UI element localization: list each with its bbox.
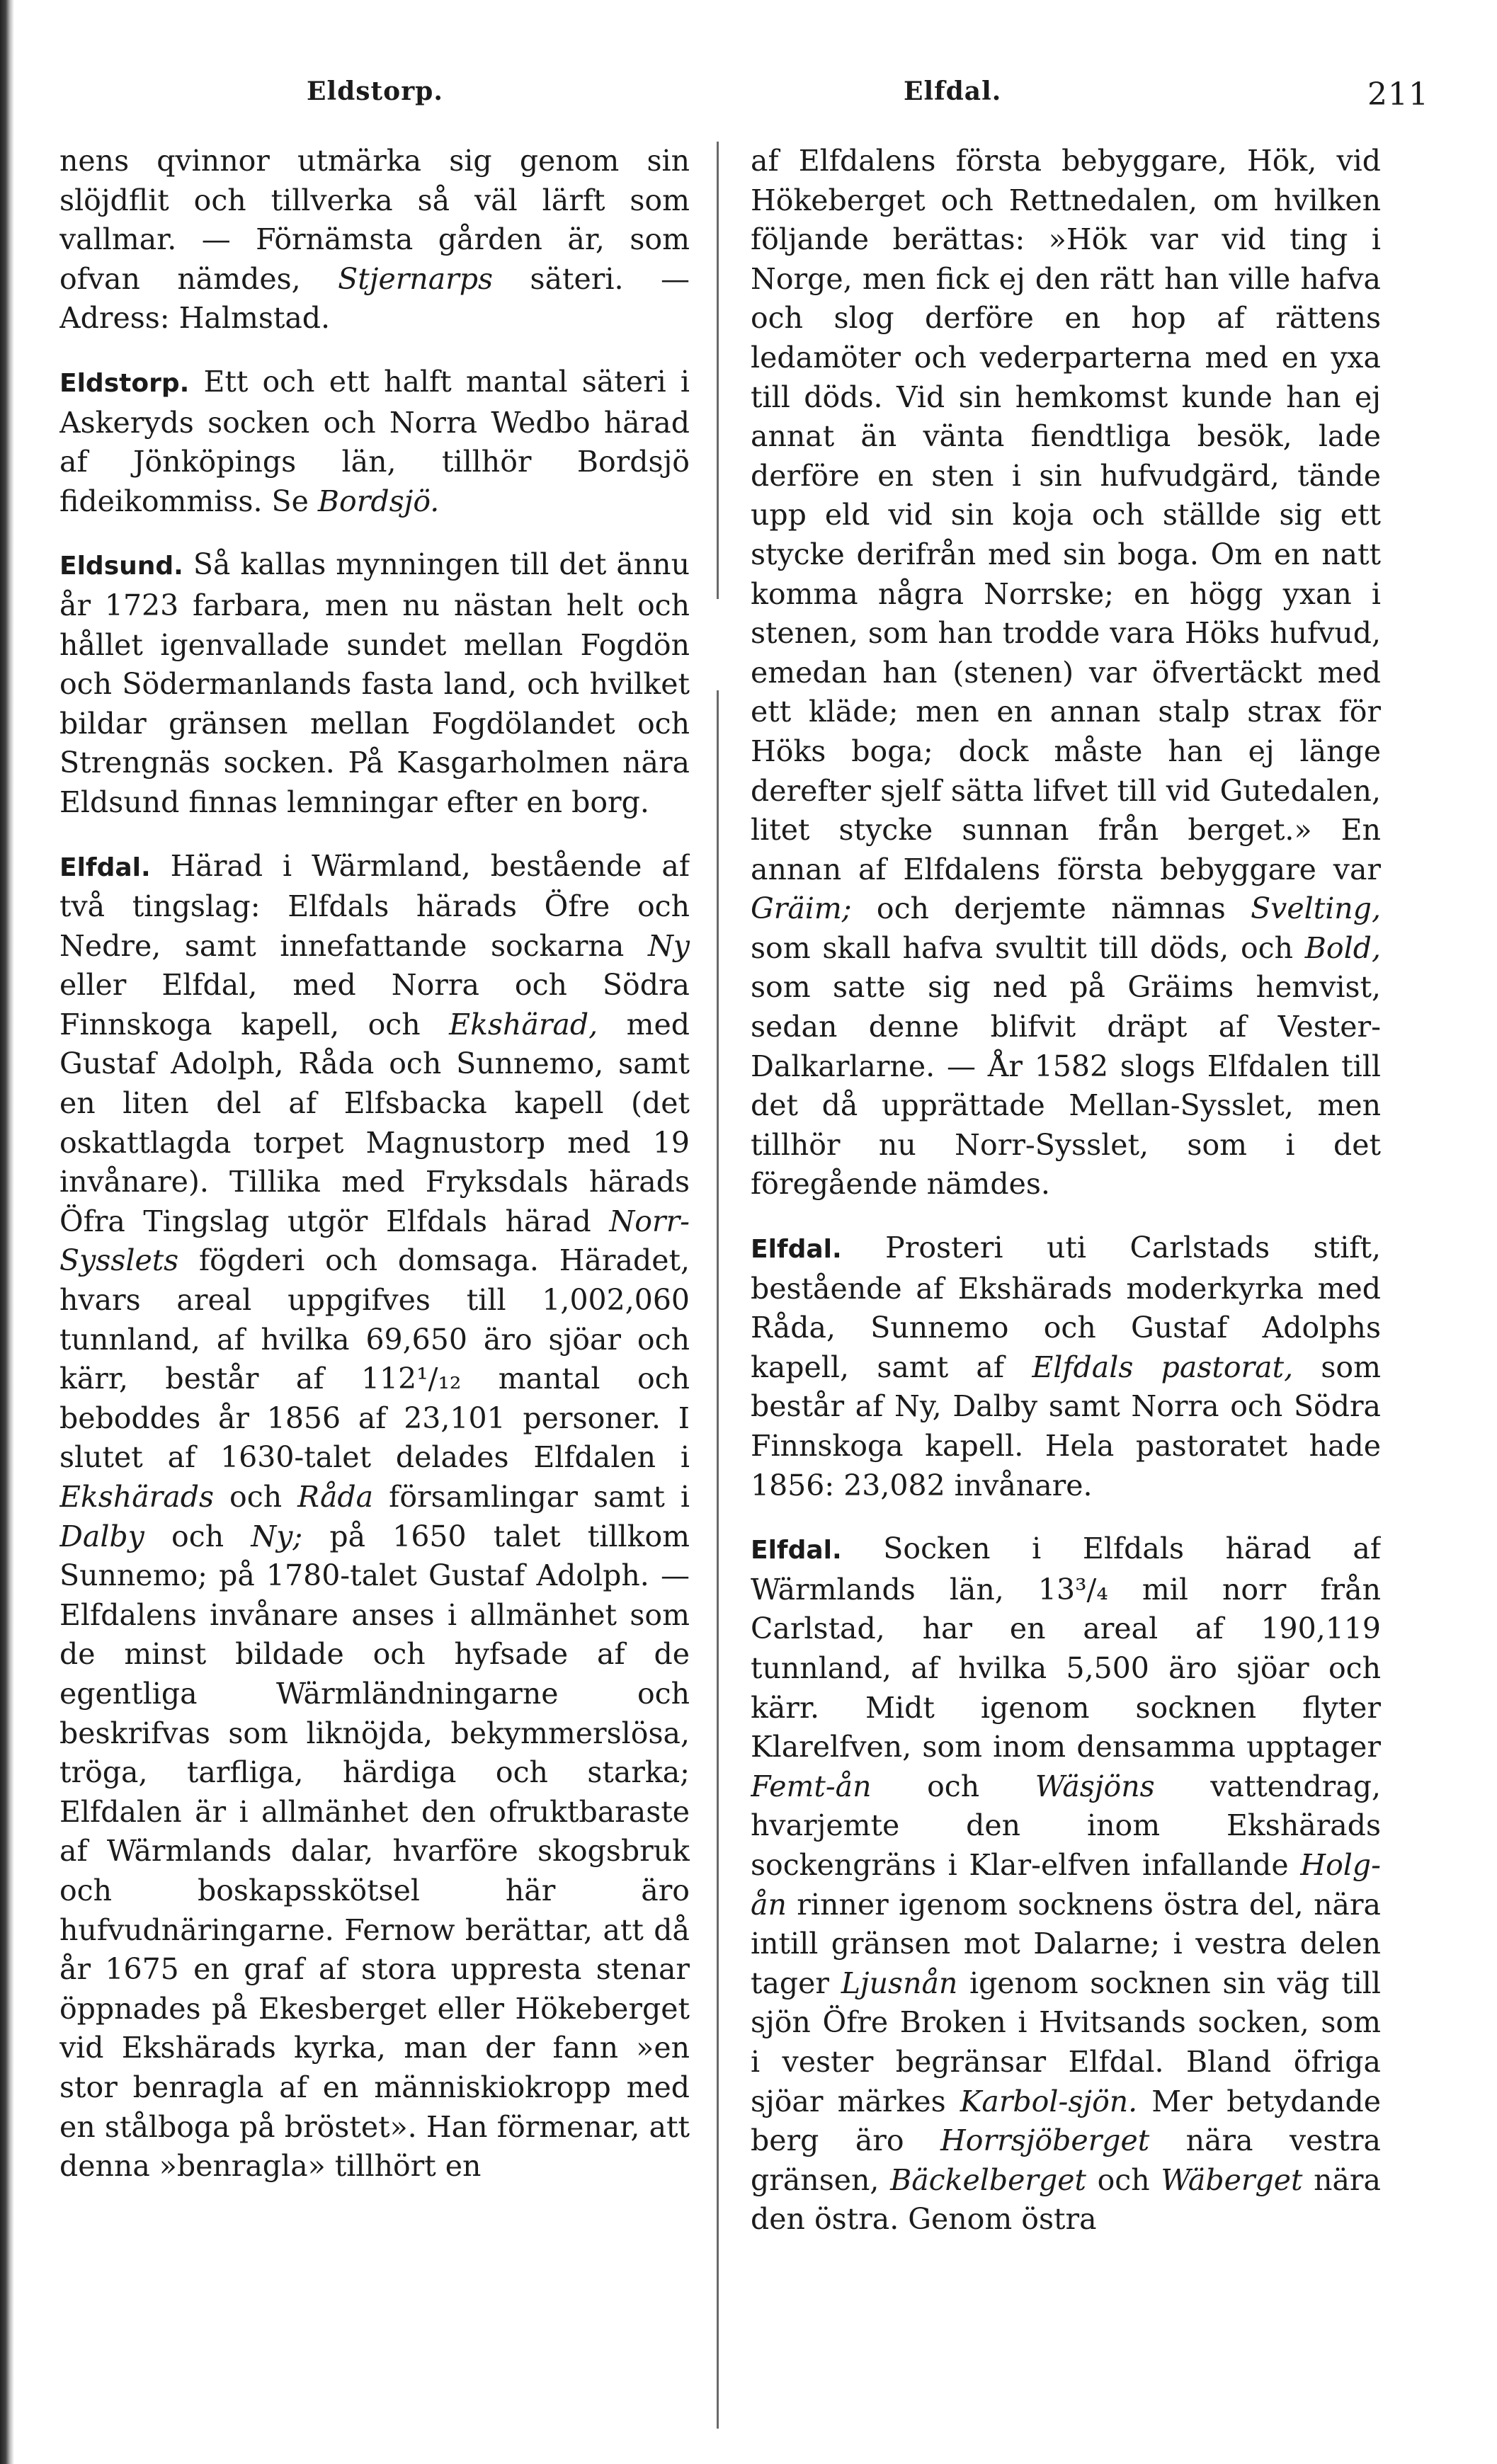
entry-eldstorp: Eldstorp. Ett och ett halft mantal säteri i Askeryds socken och Norra Wedbo härad af Jönköpings län, tillhör Bordsjö fideikommiss. Se Bordsjö. (59, 364, 690, 518)
entry-keyword: Elfdal. (751, 1235, 842, 1265)
entry-elfdal-prosteri: Elfdal. Prosteri uti Carlstads stift, bestående af Ekshärads moderkyrka med Råda, Sunnemo och Gustaf Adolphs kapell, samt af Elfdals pastorat, som består af Ny, Dalby samt Norra och Södra Finnskoga kapell. Hela pastoratet hade 1856: 23,082 invånare. (751, 1231, 1381, 1502)
entry-continuation: af Elfdalens första bebyggare, Hök, vid Hökeberget och Rettnedalen, om hvilken följande berättas: »Hök var vid ting i Norge, men fick ej den rätt han ville hafva och slog derföre en hop af rättens ledamöter och vederparterna med en yxa till döds. Vid sin hemkomst kunde han ej annat än vänta fiendtliga besök, lade derföre en sten i sin hufvudgärd, tände upp eld vid sin koja och ställde sig ett stycke derifrån med sin boga. Om en natt komma några Norrske; en högg yxan i stenen, som han trodde vara Höks hufvud, emedan han (stenen) var öfvertäckt med ett kläde; men en annan stalp strax för Höks boga; dock måste han ej länge derefter sjelf sätta lifvet till vid Gutedalen, litet stycke sunnan från berget.» En annan af Elfdalens första bebyggare var Gräim; och derjemte nämnas Svelting, som skall hafva svultit till döds, och Bold, som satte sig ned på Gräims hemvist, sedan denne blifvit dräpt af Vester-Dalkarlarne. — År 1582 slogs Elfdalen till det då upprättade Mellan-Sysslet, men tillhör nu Norr-Sysslet, som i det föregående nämdes. (751, 144, 1381, 1202)
entry-keyword: Elfdal. (751, 1536, 842, 1565)
entry-eldsund: Eldsund. Så kallas mynningen till det ännu år 1723 farbara, men nu nästan helt och hållet igenvallade sundet mellan Fogdön och Södermanlands fasta land, och hvilket bildar gränsen mellan Fogdölandet och Strengnäs socken. På Kasgarholmen nära Eldsund finnas lemningar efter en borg. (59, 547, 690, 819)
left-column (59, 142, 690, 2429)
header-right-title: Elfdal. (904, 76, 1002, 106)
column-divider (717, 142, 719, 2429)
page-number: 211 (1367, 76, 1429, 113)
entry-keyword: Elfdal. (59, 852, 151, 882)
entry-elfdal-socken: Elfdal. Socken i Elfdals härad af Wärmlands län, 13³/₄ mil norr från Carlstad, har en areal af 190,119 tunnland, af hvilka 5,500 äro sjöar och kärr. Midt igenom socknen flyter Klarelfven, som inom densamma upptager Femt-ån och Wäsjöns vattendrag, hvarjemte den inom Ekshärads sockengräns i Klar-elfven infallande Holg-ån rinner igenom socknens östra del, nära intill gränsen mot Dalarne; i vestra delen tager Ljusnån igenom socknen sin väg till sjön Öfre Broken i Hvitsands socken, som i vester begränsar Elfdal. Bland öfriga sjöar märkes Karbol-sjön. Mer betydande berg äro Horrsjöberget nära vestra gränsen, Bäckelberget och Wäberget nära den östra. Genom östra (751, 1532, 1381, 2237)
header-left-title: Eldstorp. (307, 76, 443, 106)
entry-elfdal-harad: Elfdal. Härad i Wärmland, bestående af två tingslag: Elfdals härads Öfre och Nedre, samt innefattande sockarna Ny eller Elfdal, med Norra och Södra Finnskoga kapell, och Ekshärad, med Gustaf Adolph, Råda och Sunnemo, samt en liten del af Elfsbacka kapell (det oskattlagda torpet Magnustorp med 19 invånare). Tillika med Fryksdals härads Öfra Tingslag utgör Elfdals härad Norr-Sysslets fögderi och domsaga. Häradet, hvars areal uppgifves till 1,002,060 tunnland, af hvilka 69,650 äro sjöar och kärr, består af 112¹/₁₂ mantal och beboddes år 1856 af 23,101 personer. I slutet af 1630-talet delades Elfdalen i Ekshärads och Råda församlingar samt i Dalby och Ny; på 1650 talet tillkom Sunnemo; på 1780-talet Gustaf Adolph. — Elfdalens invånare anses i allmänhet som de minst bildade och hyfsade af de egentliga Wärmländningarne och beskrifvas som liknöjda, bekymmerslösa, tröga, tarfliga, härdiga och starka; Elfdalen är i allmänhet den ofruktbaraste af Wärmlands dalar, hvarföre skogsbruk och boskapsskötsel här äro hufvudnäringarne. Fernow berättar, att då år 1675 en graf af stora uppresta stenar öppnades på Ekesberget eller Hökeberget vid Ekshärads kyrka, man der fann »en stor benragla af en människiokropp med en stålboga på bröstet». Han förmenar, att denna »benragla» tillhört en (59, 848, 690, 2184)
entry-keyword: Eldstorp. (59, 368, 190, 398)
entry-continuation: nens qvinnor utmärka sig genom sin slöjdflit och tillverka så väl lärft som vallmar. — Förnämsta gården är, som ofvan nämdes, Stjernarps säteri. — Adress: Halmstad. (59, 144, 690, 336)
running-header (55, 76, 1443, 119)
page-binding-edge (0, 0, 14, 2464)
right-column (751, 142, 1381, 2429)
entry-keyword: Eldsund. (59, 552, 183, 581)
